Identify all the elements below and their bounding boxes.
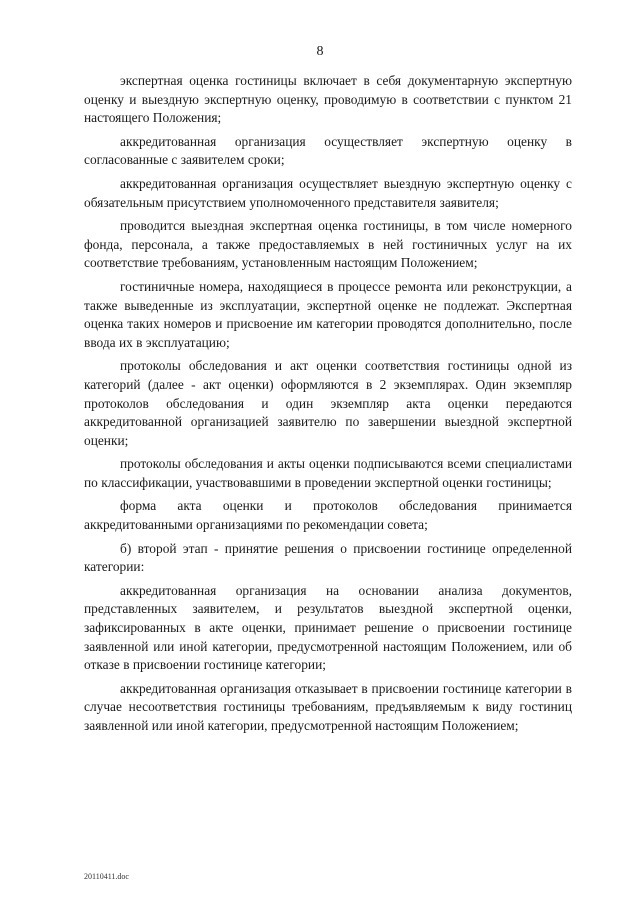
- paragraph: протоколы обследования и акты оценки подписываются всеми специалистами по классификации, участвовавшими в проведении экспертной оценки гостиницы;: [84, 456, 572, 490]
- paragraph: протоколы обследования и акт оценки соответствия гостиницы одной из категорий (далее - акт оценки) оформляются в 2 экземплярах. Один экземпляр протоколов обследования и один экземпляр акта оценки передаются аккредитованной организацией заявителю по завершении выездной экспертной оценки;: [84, 358, 572, 448]
- paragraph: форма акта оценки и протоколов обследования принимается аккредитованными организациями по рекомендации совета;: [84, 498, 572, 533]
- paragraph: б) второй этап - принятие решения о присвоении гостинице определенной категории:: [84, 540, 572, 575]
- paragraph: аккредитованная организация на основании анализа документов, представленных заявителем, и результатов выездной экспертной оценки, зафиксированных в акте оценки, принимает решение о присвоении гостинице заявленной или иной категории, предусмотренной настоящим Положением, или об отказе в присвоении гостинице категории;: [84, 582, 572, 673]
- footer-file-code: 20110411.doc: [84, 872, 129, 881]
- paragraph: проводится выездная экспертная оценка гостиницы, в том числе номерного фонда, персонала, а также предоставляемых в ней гостиничных услуг на их соответствие требованиям, установленным настоящим Положением;: [84, 218, 572, 271]
- document-body: [84, 72, 572, 736]
- paragraph: гостиничные номера, находящиеся в процессе ремонта или реконструкции, а также выведенные из эксплуатации, экспертной оценке не подлежат. Экспертная оценка таких номеров и присвоение им категории проводятся дополнительно, после ввода их в эксплуатацию;: [84, 278, 572, 350]
- page-number: 8: [316, 44, 324, 59]
- paragraph: аккредитованная организация осуществляет выездную экспертную оценку с обязательным присутствием уполномоченного представителя заявителя;: [84, 175, 572, 210]
- paragraph: аккредитованная организация осуществляет экспертную оценку в согласованные с заявителем сроки;: [84, 133, 572, 168]
- paragraph: экспертная оценка гостиницы включает в себя документарную экспертную оценку и выездную экспертную оценку, проводимую в соответствии с пунктом 21 настоящего Положения;: [84, 73, 572, 126]
- paragraph: аккредитованная организация отказывает в присвоении гостинице категории в случае несоответствия гостиницы требованиям, предъявляемым к виду гостиниц заявленной или иной категории, предусмотренной настоящим Положением;: [84, 680, 572, 733]
